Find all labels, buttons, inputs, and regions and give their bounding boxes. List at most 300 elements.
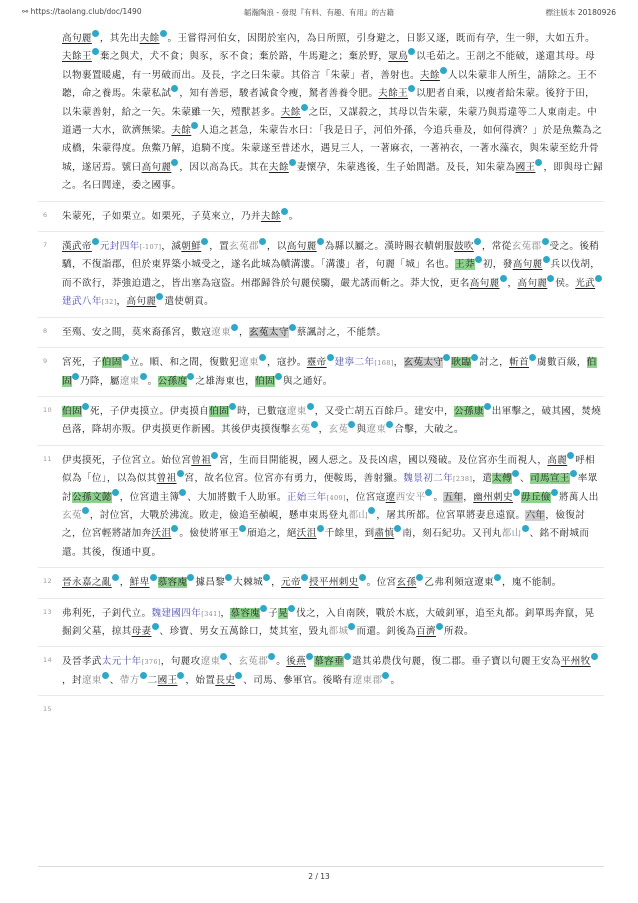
person-name-tag[interactable]: 夫餘: [280, 106, 301, 118]
annotation-marker-icon[interactable]: [171, 159, 178, 166]
text-segment: ，: [393, 357, 404, 369]
paragraph: [38, 347, 604, 391]
person-name-tag[interactable]: 夫餘: [139, 33, 160, 44]
annotation-marker-icon[interactable]: [177, 470, 184, 477]
annotation-marker-icon[interactable]: [92, 48, 99, 55]
annotation-marker-icon[interactable]: [275, 373, 282, 380]
header-version: 標注版本 20180926: [545, 8, 616, 17]
person-name-tag[interactable]: 鮮卑: [129, 577, 150, 589]
highlighted-name[interactable]: 伯固: [62, 357, 597, 387]
text-segment: ，: [220, 607, 231, 619]
text-segment: 、大加將數千人助軍。: [187, 491, 287, 503]
text-segment: 蔡諷討之，不能禁。: [296, 326, 387, 338]
person-name-tag[interactable]: 夫餘王: [378, 88, 409, 100]
text-segment: 將萬人出: [558, 491, 599, 503]
person-name-tag[interactable]: 夫餘: [260, 210, 281, 222]
annotation-marker-icon[interactable]: [102, 672, 109, 679]
highlighted-name[interactable]: 公孫度: [157, 375, 188, 387]
text-segment: 據昌黎: [195, 577, 226, 589]
highlighted-name[interactable]: 公孫文懿: [71, 491, 112, 503]
text-segment: 、: [109, 674, 120, 686]
paragraph: [38, 646, 604, 690]
place-name-tag[interactable]: 帶方: [119, 674, 140, 686]
text-segment: 、銘不耐城而還。其後，復通中夏。: [62, 528, 590, 558]
print-header: [0, 0, 638, 22]
text-segment: 、: [228, 656, 239, 668]
highlighted-name[interactable]: 伯固: [62, 405, 82, 417]
person-name-tag[interactable]: 長史: [215, 674, 236, 686]
paragraph-number: 7: [43, 241, 48, 250]
paragraph: [38, 567, 604, 592]
annotation-marker-icon[interactable]: [259, 354, 266, 361]
person-name-tag[interactable]: 光武: [575, 277, 596, 289]
annotation-marker-icon[interactable]: [513, 489, 520, 496]
text-segment: 、: [520, 473, 530, 485]
annotation-marker-icon[interactable]: [394, 525, 401, 532]
annotation-marker-icon[interactable]: [386, 421, 393, 428]
annotation-marker-icon[interactable]: [140, 672, 147, 679]
text-segment: 與之通好。: [282, 375, 333, 387]
text-segment: 宮，生而目開能視，國人惡之。及長凶虐，國以殘破。及位宮亦生而視人，: [219, 454, 548, 466]
annotation-marker-icon[interactable]: [500, 275, 507, 282]
text-segment: ，儉復討之，位宮輕將諸加奔: [62, 509, 586, 540]
text-segment: 時，已數寇: [237, 405, 287, 417]
annotation-marker-icon[interactable]: [529, 354, 536, 361]
place-name-tag[interactable]: 玄菟: [62, 509, 82, 521]
person-name-tag[interactable]: 靈帝: [306, 357, 327, 369]
highlighted-term[interactable]: 六年: [525, 509, 546, 521]
place-name-tag[interactable]: 遼東: [286, 405, 307, 417]
person-name-tag[interactable]: 授平州刺史: [308, 577, 359, 589]
text-segment: 以毛茹之。王剖之不能破，遂還其母。母以物裹置暖處，有一男破而出。及長，字之曰朱蒙。其俗言「朱蒙」者，善射也。: [62, 51, 596, 81]
person-name-tag[interactable]: 國王: [515, 161, 536, 173]
page-number: 2 / 13: [308, 872, 330, 881]
annotation-marker-icon[interactable]: [239, 525, 246, 532]
document-body: [38, 30, 604, 714]
highlighted-name[interactable]: 耿臨: [451, 357, 472, 369]
person-name-tag[interactable]: 玄孫: [396, 577, 417, 589]
annotation-marker-icon[interactable]: [179, 489, 186, 496]
annotation-marker-icon[interactable]: [484, 403, 491, 410]
text-segment: ，: [271, 577, 282, 589]
text-segment: 之雄海東也，: [195, 375, 256, 387]
text-segment: 與: [356, 424, 367, 436]
annotation-marker-icon[interactable]: [344, 653, 351, 660]
person-name-tag[interactable]: 元帝: [281, 577, 301, 589]
text-segment: 死，子伊夷摸立。伊夷摸自: [89, 405, 210, 417]
person-name-tag[interactable]: 漢武帝: [62, 241, 92, 253]
paragraph-number: 14: [43, 656, 52, 665]
footer-divider: [38, 866, 604, 867]
text-segment: ，: [119, 577, 130, 589]
annotation-marker-icon[interactable]: [235, 672, 242, 679]
place-name-tag[interactable]: 西安平: [395, 491, 426, 503]
paragraph-number: 8: [43, 326, 48, 335]
date-tag: 建武八年: [62, 296, 102, 308]
place-name-tag[interactable]: 玄菟郡: [238, 656, 269, 668]
text-segment: 討之，: [479, 357, 510, 369]
date-tag: 建國四年: [161, 607, 202, 619]
highlighted-name[interactable]: 毋丘儉: [521, 491, 551, 503]
paragraph-number: 12: [43, 577, 52, 586]
annotation-marker-icon[interactable]: [92, 238, 99, 245]
text-segment: 而還。釗後為: [356, 625, 417, 637]
place-name-tag[interactable]: 遼東: [239, 357, 259, 369]
annotation-marker-icon[interactable]: [82, 403, 89, 410]
date-tag: 正始三年: [286, 491, 327, 503]
text-segment: 至殤、安之間，莫來裔孫宮，數寇: [62, 326, 212, 338]
annotation-marker-icon[interactable]: [231, 324, 238, 331]
person-name-tag[interactable]: 沃沮: [151, 528, 172, 540]
paragraph: [38, 30, 604, 196]
annotation-marker-icon[interactable]: [229, 403, 236, 410]
text-segment: 。: [288, 210, 299, 222]
highlighted-name[interactable]: 司馬宣王: [530, 473, 570, 485]
annotation-marker-icon[interactable]: [475, 256, 482, 263]
annotation-marker-icon[interactable]: [512, 470, 519, 477]
annotation-marker-icon[interactable]: [211, 452, 218, 459]
annotation-marker-icon[interactable]: [359, 574, 366, 581]
text-segment: 遣使朝貢。: [164, 296, 215, 308]
text-segment: 。位宮: [366, 577, 397, 589]
person-name-tag[interactable]: 高句麗: [517, 277, 548, 289]
person-name-tag[interactable]: 夫餘: [171, 125, 192, 137]
text-segment: ，句麗攻: [160, 656, 201, 668]
person-name-tag[interactable]: 高句麗: [469, 277, 500, 289]
text-segment: 合擊，大破之。: [394, 424, 464, 436]
annotation-marker-icon[interactable]: [591, 653, 598, 660]
annotation-marker-icon[interactable]: [425, 489, 432, 496]
person-name-tag[interactable]: 母妻: [131, 625, 152, 637]
text-segment: 初，發: [482, 259, 513, 271]
annotation-marker-icon[interactable]: [348, 623, 355, 630]
annotation-marker-icon[interactable]: [301, 574, 308, 581]
person-name-tag[interactable]: 朝鮮: [181, 241, 202, 253]
annotation-marker-icon[interactable]: [348, 421, 355, 428]
text-segment: ，因以高為氏。其在: [179, 161, 269, 173]
person-name-tag[interactable]: 平州牧: [560, 656, 591, 668]
person-name-tag[interactable]: 後燕: [286, 656, 307, 668]
paragraph-number: 9: [43, 357, 48, 366]
highlighted-name[interactable]: 伯固: [255, 375, 275, 387]
annotation-marker-icon[interactable]: [150, 574, 157, 581]
text-segment: 子: [268, 607, 279, 619]
person-name-tag[interactable]: 百濟: [416, 625, 436, 637]
text-segment: ，以: [266, 241, 287, 253]
annotation-marker-icon[interactable]: [201, 238, 208, 245]
text-segment: ，遣: [472, 473, 493, 485]
text-segment: 。王嘗得河伯女，因閉於室內，為日所照，引身避之，日影又逐，既而有孕，生一卵，大如五升。: [167, 33, 596, 44]
text-segment: ，廆不能制。: [502, 577, 562, 589]
text-segment: 妻懷孕，朱蒙逃後，生子始閭諧。及長，知朱蒙為: [296, 161, 516, 173]
annotation-marker-icon[interactable]: [408, 85, 415, 92]
person-name-tag[interactable]: 幽州刺史: [473, 491, 514, 503]
annotation-marker-icon[interactable]: [220, 653, 227, 660]
text-segment: ，討位宮，大戰於沸流。敗走，儉追至赬峴，懸車束馬登丸: [89, 509, 349, 521]
highlighted-name[interactable]: 伯固: [209, 405, 230, 417]
annotation-marker-icon[interactable]: [171, 525, 178, 532]
annotation-marker-icon[interactable]: [595, 275, 602, 282]
text-segment: 千餘里，到: [324, 528, 375, 540]
year-reference: [238]: [453, 475, 473, 484]
text-segment: 棄之與犬，犬不食；與豕，豕不食；棄於路，牛馬避之；棄於野，: [99, 51, 389, 63]
text-segment: 乃降，屬: [79, 375, 120, 387]
annotation-marker-icon[interactable]: [471, 354, 478, 361]
annotation-marker-icon[interactable]: [567, 452, 574, 459]
header-title: 韜瀚陶浪 - 發現『有料、有趣、有用』的古籍: [244, 8, 394, 17]
place-name-tag[interactable]: 都山: [501, 528, 522, 540]
person-name-tag[interactable]: 眾鳥: [388, 51, 409, 63]
person-name-tag[interactable]: 曾祖: [156, 473, 177, 485]
annotation-marker-icon[interactable]: [494, 574, 501, 581]
highlighted-term[interactable]: 玄菟太守: [403, 357, 444, 369]
text-segment: ，又受亡胡五百餘戶。建安中，: [314, 405, 454, 417]
text-segment: 虜數百級，: [537, 357, 587, 369]
text-segment: 南，刻石紀功。又刊丸: [402, 528, 502, 540]
annotation-marker-icon[interactable]: [543, 256, 550, 263]
text-segment: ，: [463, 491, 474, 503]
annotation-marker-icon[interactable]: [156, 293, 163, 300]
paragraph: [38, 201, 604, 226]
highlighted-term[interactable]: 玄菟太守: [249, 326, 289, 338]
text-segment: 。: [390, 674, 401, 686]
person-name-tag[interactable]: 鼓吹: [453, 241, 474, 253]
paragraph-number: 13: [43, 607, 52, 616]
text-segment: 乙弗利頻寇遼東: [424, 577, 494, 589]
place-name-tag[interactable]: 玄菟郡: [229, 241, 259, 253]
person-name-tag[interactable]: 肅慎: [374, 528, 395, 540]
annotation-marker-icon[interactable]: [177, 672, 184, 679]
paragraph: [38, 598, 604, 642]
paragraph: [38, 396, 604, 440]
year-reference: [376]: [141, 658, 161, 667]
person-name-tag[interactable]: 曾祖: [191, 454, 212, 466]
person-name-tag[interactable]: 高句麗: [62, 33, 92, 44]
highlighted-name[interactable]: 太傅: [492, 473, 513, 485]
annotation-marker-icon[interactable]: [259, 238, 266, 245]
text-segment: ，封: [62, 674, 82, 686]
text-segment: 率眾討: [62, 473, 598, 503]
year-reference: [-107]: [139, 243, 162, 252]
text-segment: 遣其弟農伐句麗，復二郡。垂子寶以句麗王安為: [351, 656, 561, 668]
text-segment: 朱蒙死，子如栗立。如栗死，子莫來立，乃并: [62, 210, 261, 222]
place-name-tag[interactable]: 玄菟: [290, 424, 311, 436]
text-segment: 伐之，入自南陝，戰於木底，大破釗軍，追至丸都。釗單馬奔竄，晃掘釗父墓，掠其: [62, 607, 595, 637]
person-name-tag[interactable]: 夫餘: [419, 69, 440, 81]
person-name-tag[interactable]: 高句麗: [286, 241, 317, 253]
annotation-marker-icon[interactable]: [474, 238, 481, 245]
date-tag: 元封四年: [99, 241, 140, 253]
person-name-tag[interactable]: 沃沮: [296, 528, 317, 540]
annotation-marker-icon[interactable]: [327, 354, 334, 361]
text-segment: 受之。後稍驕，不復詣郡，但於東界築小城受之，遂名此城為幘溝漊。「溝漊」者，句麗「城」名也。: [62, 241, 600, 271]
text-segment: ，常從: [481, 241, 512, 253]
date-tag: 太元十年: [101, 656, 142, 668]
text-segment: ，: [116, 296, 127, 308]
annotation-marker-icon[interactable]: [440, 67, 447, 74]
text-segment: 弗利死，子釗代立。: [62, 607, 152, 619]
annotation-marker-icon[interactable]: [301, 104, 308, 111]
annotation-marker-icon[interactable]: [570, 470, 577, 477]
date-tag: 景初二年: [413, 473, 454, 485]
place-name-tag[interactable]: 玄菟郡: [511, 241, 542, 253]
annotation-marker-icon[interactable]: [160, 30, 167, 37]
text-segment: 所殺。: [444, 625, 474, 637]
text-segment: ，始置: [185, 674, 216, 686]
highlighted-name[interactable]: 伯固: [101, 357, 122, 369]
annotation-marker-icon[interactable]: [306, 653, 313, 660]
place-name-tag[interactable]: 玄菟: [328, 424, 349, 436]
text-segment: 侯。: [555, 277, 576, 289]
annotation-marker-icon[interactable]: [542, 238, 549, 245]
annotation-marker-icon[interactable]: [289, 159, 296, 166]
text-segment: ，: [239, 326, 249, 338]
annotation-marker-icon[interactable]: [522, 525, 529, 532]
annotation-marker-icon[interactable]: [307, 403, 314, 410]
person-name-tag[interactable]: 國王: [157, 674, 178, 686]
text-segment: 、珍寶、男女五萬餘口，焚其室，毀丸: [159, 625, 329, 637]
annotation-marker-icon[interactable]: [122, 354, 129, 361]
highlighted-term[interactable]: 五年: [443, 491, 464, 503]
annotation-marker-icon[interactable]: [187, 574, 194, 581]
annotation-marker-icon[interactable]: [140, 373, 147, 380]
person-name-tag[interactable]: 夫餘: [268, 161, 289, 173]
date-tag: 魏: [151, 607, 162, 619]
text-segment: 出軍擊之，破其國，焚燒邑落，降胡亦叛。伊夷摸更作新國。其後伊夷摸復擊: [62, 405, 602, 436]
text-segment: 宮死，子: [62, 357, 102, 369]
place-name-tag[interactable]: 遼東: [200, 656, 221, 668]
paragraph-number: 11: [43, 454, 52, 463]
place-name-tag[interactable]: 遼東: [366, 424, 387, 436]
annotation-marker-icon[interactable]: [82, 507, 89, 514]
annotation-marker-icon[interactable]: [443, 354, 450, 361]
paragraph-number: 15: [43, 705, 52, 714]
text-segment: 。: [276, 656, 287, 668]
place-name-tag[interactable]: 遼東: [211, 326, 232, 338]
annotation-marker-icon[interactable]: [408, 48, 415, 55]
person-name-tag[interactable]: 高麗: [547, 454, 568, 466]
person-name-tag[interactable]: 夫餘王: [62, 51, 92, 63]
annotation-marker-icon[interactable]: [551, 489, 558, 496]
place-name-tag[interactable]: 都山: [348, 509, 369, 521]
text-segment: ，位宮寇: [345, 491, 386, 503]
highlighted-name[interactable]: 慕容廆: [157, 577, 188, 589]
person-name-tag[interactable]: 斬首: [509, 357, 529, 369]
annotation-marker-icon[interactable]: [225, 574, 232, 581]
paragraph-number: 6: [43, 210, 48, 219]
annotation-marker-icon[interactable]: [92, 30, 99, 37]
highlighted-name[interactable]: 王莽: [454, 259, 475, 271]
annotation-marker-icon[interactable]: [260, 605, 267, 612]
text-segment: ，位宮遣主簿: [119, 491, 180, 503]
paragraph: [38, 231, 604, 312]
year-reference: [168]: [374, 359, 394, 368]
highlighted-name[interactable]: 慕容廆: [230, 607, 261, 619]
annotation-marker-icon[interactable]: [317, 238, 324, 245]
annotation-marker-icon[interactable]: [317, 525, 324, 532]
date-tag: 建寧二年: [334, 357, 375, 369]
annotation-marker-icon[interactable]: [191, 122, 198, 129]
paragraph: [38, 317, 604, 342]
annotation-marker-icon[interactable]: [289, 324, 296, 331]
person-name-tag[interactable]: 高句麗: [126, 296, 157, 308]
annotation-marker-icon[interactable]: [436, 623, 443, 630]
text-segment: ，知有善惡，駿者減食令瘦，駑者善養令肥。: [179, 88, 379, 100]
person-name-tag[interactable]: 晉永嘉之亂: [62, 577, 112, 589]
person-name-tag[interactable]: 高句麗: [141, 161, 172, 173]
annotation-marker-icon[interactable]: [416, 574, 423, 581]
text-segment: 呼相似為「位」，以為似其: [62, 454, 596, 485]
text-segment: 立。順、和之間，復數犯: [129, 357, 240, 369]
highlighted-name[interactable]: 慕容垂: [314, 656, 344, 668]
person-name-tag[interactable]: 高句麗: [512, 259, 543, 271]
text-segment: 、司馬、參軍官。後略有: [243, 674, 353, 686]
annotation-marker-icon[interactable]: [311, 421, 318, 428]
annotation-marker-icon[interactable]: [535, 159, 542, 166]
place-name-tag[interactable]: 都城: [328, 625, 349, 637]
year-reference: [409]: [326, 493, 346, 502]
paragraph: [38, 695, 604, 714]
place-name-tag[interactable]: 遼東: [119, 375, 140, 387]
annotation-marker-icon[interactable]: [382, 672, 389, 679]
text-segment: ，寇抄。: [266, 357, 307, 369]
text-segment: 為縣以屬之。漢時賜衣幘朝服: [324, 241, 454, 253]
text-segment: 。儉使將軍王: [179, 528, 240, 540]
annotation-marker-icon[interactable]: [171, 85, 178, 92]
date-tag: 魏: [403, 473, 414, 485]
annotation-marker-icon[interactable]: [152, 623, 159, 630]
highlighted-name[interactable]: 公孫康: [453, 405, 484, 417]
text-segment: ，滅: [161, 241, 182, 253]
paragraph: [38, 445, 604, 562]
text-segment: 人追之甚急，朱蒙告水曰：「我是日子，河伯外孫，今追兵垂及，如何得濟？」於是魚鱉為之成橋，朱蒙得度。魚鱉乃解，追騎不度。朱蒙遂至普述水，遇見三人，一著麻衣，一著衲衣，一著水藻衣，與朱蒙至紇升骨城，遂居焉。號曰: [62, 125, 603, 173]
text-segment: 二: [147, 674, 158, 686]
text-segment: ，置: [209, 241, 230, 253]
text-segment: 以肥者自乘，以瘦者給朱蒙。後狩于田，以朱蒙善射，給之一矢。朱蒙雖一矢，殪獸甚多。: [62, 88, 596, 118]
year-reference: [341]: [201, 609, 221, 618]
annotation-marker-icon[interactable]: [368, 507, 375, 514]
annotation-marker-icon[interactable]: [281, 208, 288, 215]
year-reference: [32]: [101, 298, 117, 307]
annotation-marker-icon[interactable]: [112, 574, 119, 581]
header-url[interactable]: ⚯ https://taolang.club/doc/1490: [22, 7, 142, 16]
annotation-marker-icon[interactable]: [268, 653, 275, 660]
place-name-tag[interactable]: 遼東郡: [352, 674, 383, 686]
annotation-marker-icon[interactable]: [112, 489, 119, 496]
text-segment: 。: [433, 491, 444, 503]
text-segment: 大棘城: [233, 577, 264, 589]
annotation-marker-icon[interactable]: [187, 373, 194, 380]
text-segment: 人以朱蒙非人所生，請除之。王不聽，命之養馬。朱蒙私試: [62, 69, 598, 100]
place-name-tag[interactable]: 遼東: [81, 674, 102, 686]
text-segment: 及晉孝武: [62, 656, 102, 668]
highlighted-name[interactable]: 晃: [278, 607, 289, 619]
text-segment: 兵以伐胡，而不欲行，莽強迫遣之，皆出塞為寇盜。州郡歸咎於句麗侯騶，嚴尤誘而斬之。莽大悅，更名: [62, 259, 601, 289]
text-segment: ，其先出: [99, 33, 140, 44]
person-name-tag[interactable]: 遼: [385, 491, 396, 503]
paragraph-number: 10: [43, 405, 52, 414]
text-segment: ，: [507, 277, 518, 289]
annotation-marker-icon[interactable]: [72, 373, 79, 380]
annotation-marker-icon[interactable]: [263, 574, 270, 581]
text-segment: 頎追之，絕: [247, 528, 297, 540]
annotation-marker-icon[interactable]: [547, 275, 554, 282]
text-segment: ，即與母亡歸之。名曰閭達，委之國事。: [62, 161, 604, 192]
text-segment: 之臣，又謀殺之，其母以告朱蒙，朱蒙乃與焉違等二人東南走。中道遇一大水，欲濟無梁。: [62, 106, 598, 137]
text-segment: ，屠其所都。位宮單將妻息遠竄。: [376, 509, 526, 521]
annotation-marker-icon[interactable]: [288, 605, 295, 612]
text-segment: 宮，故名位宮。位宮亦有勇力，便鞍馬，善射獵。: [184, 473, 404, 485]
